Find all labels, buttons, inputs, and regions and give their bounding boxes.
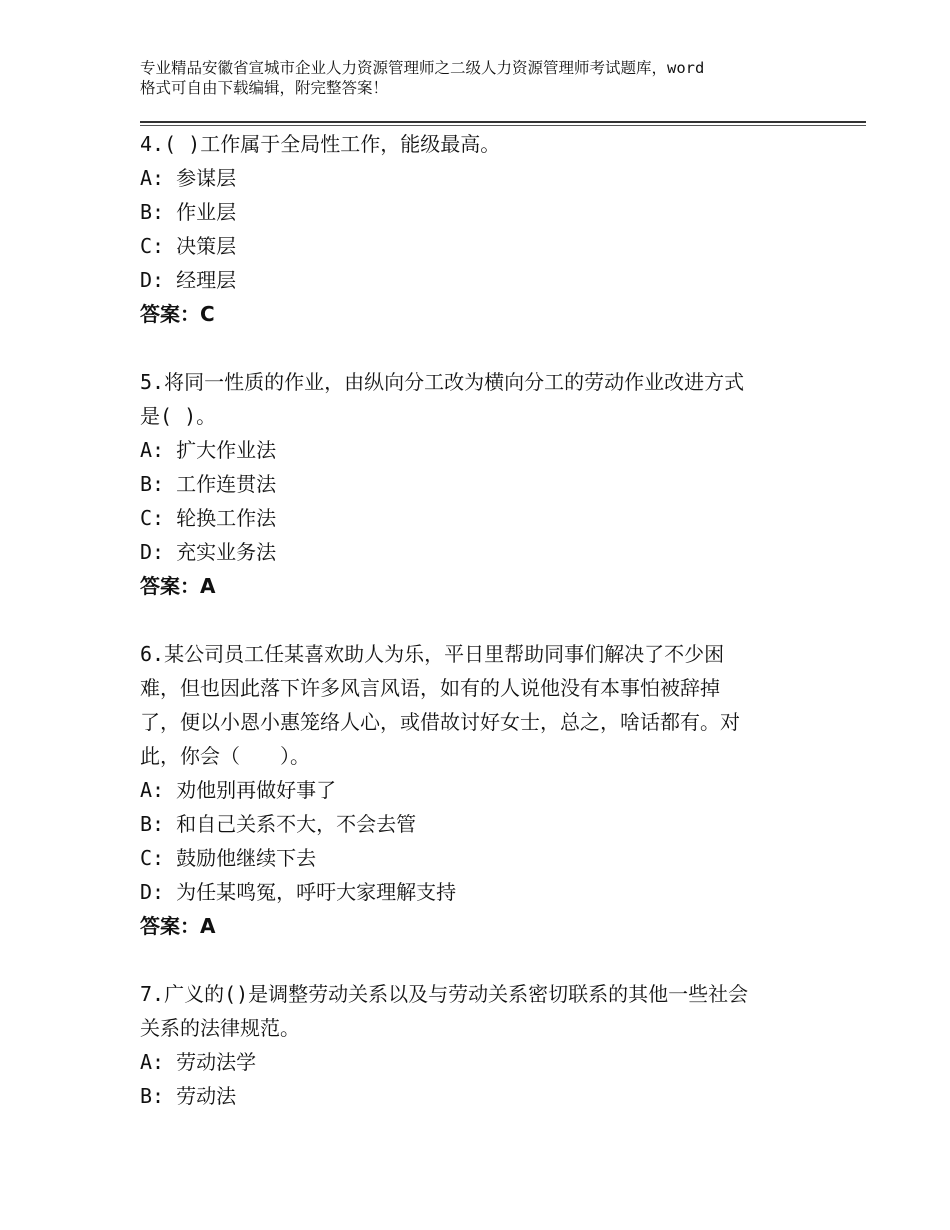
option-a: A: 扩大作业法 <box>140 438 277 462</box>
question-stem: 此，你会（ ）。 <box>140 744 310 768</box>
option-b: B: 和自己关系不大，不会去管 <box>140 812 417 836</box>
option-b: B: 作业层 <box>140 200 237 224</box>
question-stem: 是( )。 <box>140 404 217 428</box>
header-title-line-1: 专业精品安徽省宣城市企业人力资源管理师之二级人力资源管理师考试题库，word <box>140 59 705 77</box>
question-stem: 了，便以小恩小惠笼络人心，或借故讨好女士，总之，啥话都有。对 <box>140 710 740 734</box>
header-divider-thin <box>140 125 866 126</box>
question-stem: 7.广义的()是调整劳动关系以及与劳动关系密切联系的其他一些社会 <box>140 982 749 1006</box>
option-d: D: 经理层 <box>140 268 237 292</box>
answer-line: 答案：A <box>140 574 216 598</box>
question-4 <box>140 127 820 331</box>
option-d: D: 充实业务法 <box>140 540 277 564</box>
question-stem: 难，但也因此落下许多风言风语，如有的人说他没有本事怕被辞掉 <box>140 676 720 700</box>
option-c: C: 决策层 <box>140 234 237 258</box>
option-a: A: 劳动法学 <box>140 1050 257 1074</box>
question-stem: 5.将同一性质的作业，由纵向分工改为横向分工的劳动作业改进方式 <box>140 370 745 394</box>
option-b: B: 劳动法 <box>140 1084 237 1108</box>
option-c: C: 轮换工作法 <box>140 506 277 530</box>
question-6 <box>140 637 820 943</box>
question-7 <box>140 977 820 1113</box>
option-b: B: 工作连贯法 <box>140 472 277 496</box>
option-d: D: 为任某鸣冤，呼吁大家理解支持 <box>140 880 457 904</box>
question-stem: 关系的法律规范。 <box>140 1016 300 1040</box>
option-c: C: 鼓励他继续下去 <box>140 846 317 870</box>
answer-line: 答案：C <box>140 302 215 326</box>
answer-line: 答案：A <box>140 914 216 938</box>
question-stem: 4.( )工作属于全局性工作，能级最高。 <box>140 132 501 156</box>
question-list <box>140 127 820 1147</box>
header-title-line-2: 格式可自由下载编辑，附完整答案！ <box>140 79 389 97</box>
question-5 <box>140 365 820 603</box>
document-header <box>140 58 830 98</box>
question-stem: 6.某公司员工任某喜欢助人为乐，平日里帮助同事们解决了不少困 <box>140 642 725 666</box>
option-a: A: 劝他别再做好事了 <box>140 778 337 802</box>
header-divider-thick <box>140 121 866 123</box>
option-a: A: 参谋层 <box>140 166 237 190</box>
